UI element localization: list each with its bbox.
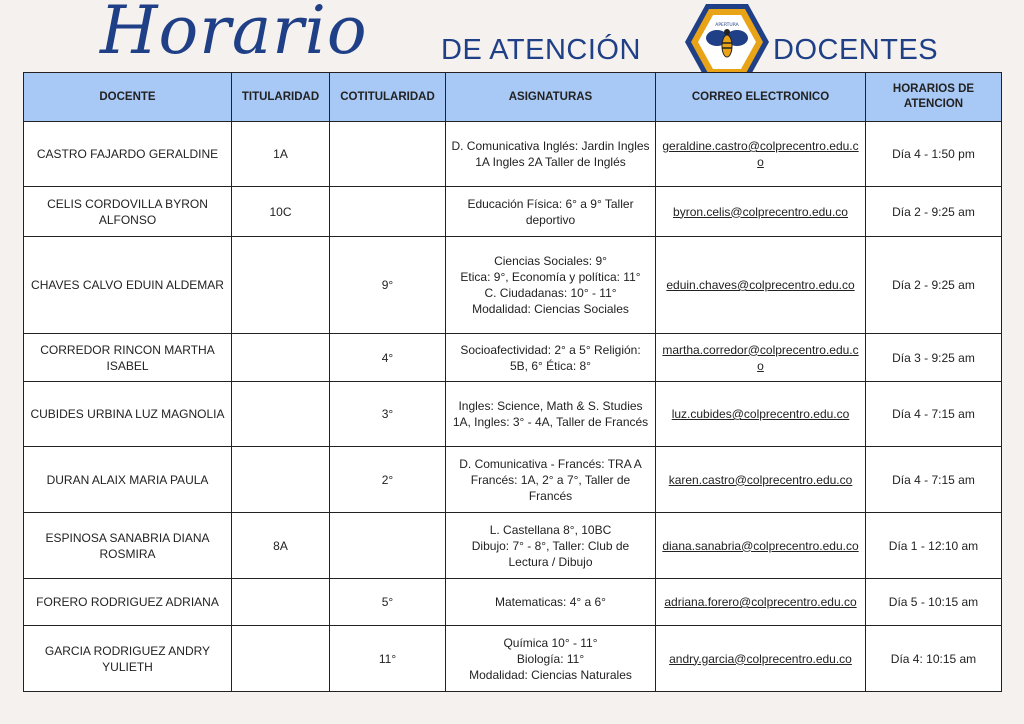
cell-titularidad	[232, 334, 330, 382]
email-link[interactable]: andry.garcia@colprecentro.edu.co	[656, 626, 866, 692]
cell-asignaturas: Socioafectividad: 2° a 5° Religión: 5B, 6° Ética: 8°	[446, 334, 656, 382]
table-row	[24, 626, 1002, 692]
table-row	[24, 334, 1002, 382]
cell-titularidad	[232, 382, 330, 447]
table-row	[24, 513, 1002, 579]
email-link[interactable]: geraldine.castro@colprecentro.edu.co	[656, 122, 866, 187]
cell-docente: FORERO RODRIGUEZ ADRIANA	[24, 579, 232, 626]
cell-horario: Día 4 - 1:50 pm	[866, 122, 1002, 187]
cell-titularidad	[232, 626, 330, 692]
cell-docente: ESPINOSA SANABRIA DIANA ROSMIRA	[24, 513, 232, 579]
cell-titularidad	[232, 237, 330, 334]
col-horarios: HORARIOS DE ATENCION	[866, 73, 1002, 122]
cell-asignaturas: Educación Física: 6° a 9° Taller deportivo	[446, 187, 656, 237]
cell-horario: Día 3 - 9:25 am	[866, 334, 1002, 382]
cell-docente: CORREDOR RINCON MARTHA ISABEL	[24, 334, 232, 382]
cell-asignaturas: D. Comunicativa Inglés: Jardin Ingles 1A Ingles 2A Taller de Inglés	[446, 122, 656, 187]
school-crest-hexagon-bee-icon	[684, 2, 770, 82]
cell-asignaturas: Ingles: Science, Math & S. Studies 1A, Ingles: 3° - 4A, Taller de Francés	[446, 382, 656, 447]
cell-docente: CASTRO FAJARDO GERALDINE	[24, 122, 232, 187]
cell-cotitularidad: 2°	[330, 447, 446, 513]
cell-titularidad: 10C	[232, 187, 330, 237]
email-link[interactable]: byron.celis@colprecentro.edu.co	[656, 187, 866, 237]
title-de-atencion: DE ATENCIÓN	[441, 34, 641, 66]
email-link[interactable]: karen.castro@colprecentro.edu.co	[656, 447, 866, 513]
table-row	[24, 122, 1002, 187]
page-header	[0, 0, 1024, 72]
cell-asignaturas: D. Comunicativa - Francés: TRA A Francés: 1A, 2° a 7°, Taller de Francés	[446, 447, 656, 513]
cell-titularidad: 8A	[232, 513, 330, 579]
title-horario: Horario	[100, 0, 368, 69]
cell-horario: Día 1 - 12:10 am	[866, 513, 1002, 579]
col-titularidad: TITULARIDAD	[232, 73, 330, 122]
cell-horario: Día 2 - 9:25 am	[866, 237, 1002, 334]
cell-horario: Día 4 - 7:15 am	[866, 447, 1002, 513]
col-correo: CORREO ELECTRONICO	[656, 73, 866, 122]
cell-asignaturas: Química 10° - 11° Biología: 11° Modalidad: Ciencias Naturales	[446, 626, 656, 692]
title-docentes: DOCENTES	[773, 34, 939, 66]
cell-cotitularidad	[330, 513, 446, 579]
table-row	[24, 187, 1002, 237]
cell-titularidad	[232, 579, 330, 626]
cell-cotitularidad: 4°	[330, 334, 446, 382]
cell-docente: CUBIDES URBINA LUZ MAGNOLIA	[24, 382, 232, 447]
col-cotitularidad: COTITULARIDAD	[330, 73, 446, 122]
email-link[interactable]: diana.sanabria@colprecentro.edu.co	[656, 513, 866, 579]
cell-horario: Día 4 - 7:15 am	[866, 382, 1002, 447]
col-docente: DOCENTE	[24, 73, 232, 122]
cell-horario: Día 4: 10:15 am	[866, 626, 1002, 692]
table-header-row	[24, 73, 1002, 122]
cell-cotitularidad	[330, 187, 446, 237]
email-link[interactable]: luz.cubides@colprecentro.edu.co	[656, 382, 866, 447]
cell-docente: CHAVES CALVO EDUIN ALDEMAR	[24, 237, 232, 334]
cell-asignaturas: Matematicas: 4° a 6°	[446, 579, 656, 626]
cell-titularidad	[232, 447, 330, 513]
cell-docente: CELIS CORDOVILLA BYRON ALFONSO	[24, 187, 232, 237]
email-link[interactable]: adriana.forero@colprecentro.edu.co	[656, 579, 866, 626]
cell-titularidad: 1A	[232, 122, 330, 187]
table-row	[24, 579, 1002, 626]
cell-cotitularidad: 11°	[330, 626, 446, 692]
cell-cotitularidad: 3°	[330, 382, 446, 447]
col-asignaturas: ASIGNATURAS	[446, 73, 656, 122]
table-row	[24, 237, 1002, 334]
email-link[interactable]: eduin.chaves@colprecentro.edu.co	[656, 237, 866, 334]
cell-asignaturas: L. Castellana 8°, 10BC Dibujo: 7° - 8°, Taller: Club de Lectura / Dibujo	[446, 513, 656, 579]
cell-asignaturas: Ciencias Sociales: 9° Etica: 9°, Economía y política: 11° C. Ciudadanas: 10° - 11° Modalidad: Ciencias Sociales	[446, 237, 656, 334]
cell-cotitularidad: 9°	[330, 237, 446, 334]
cell-cotitularidad: 5°	[330, 579, 446, 626]
table-row	[24, 382, 1002, 447]
email-link[interactable]: martha.corredor@colprecentro.edu.co	[656, 334, 866, 382]
schedule-table	[23, 72, 1002, 692]
cell-horario: Día 5 - 10:15 am	[866, 579, 1002, 626]
logo-text: APERTURA	[715, 23, 739, 28]
cell-docente: GARCIA RODRIGUEZ ANDRY YULIETH	[24, 626, 232, 692]
cell-cotitularidad	[330, 122, 446, 187]
table-row	[24, 447, 1002, 513]
cell-docente: DURAN ALAIX MARIA PAULA	[24, 447, 232, 513]
cell-horario: Día 2 - 9:25 am	[866, 187, 1002, 237]
